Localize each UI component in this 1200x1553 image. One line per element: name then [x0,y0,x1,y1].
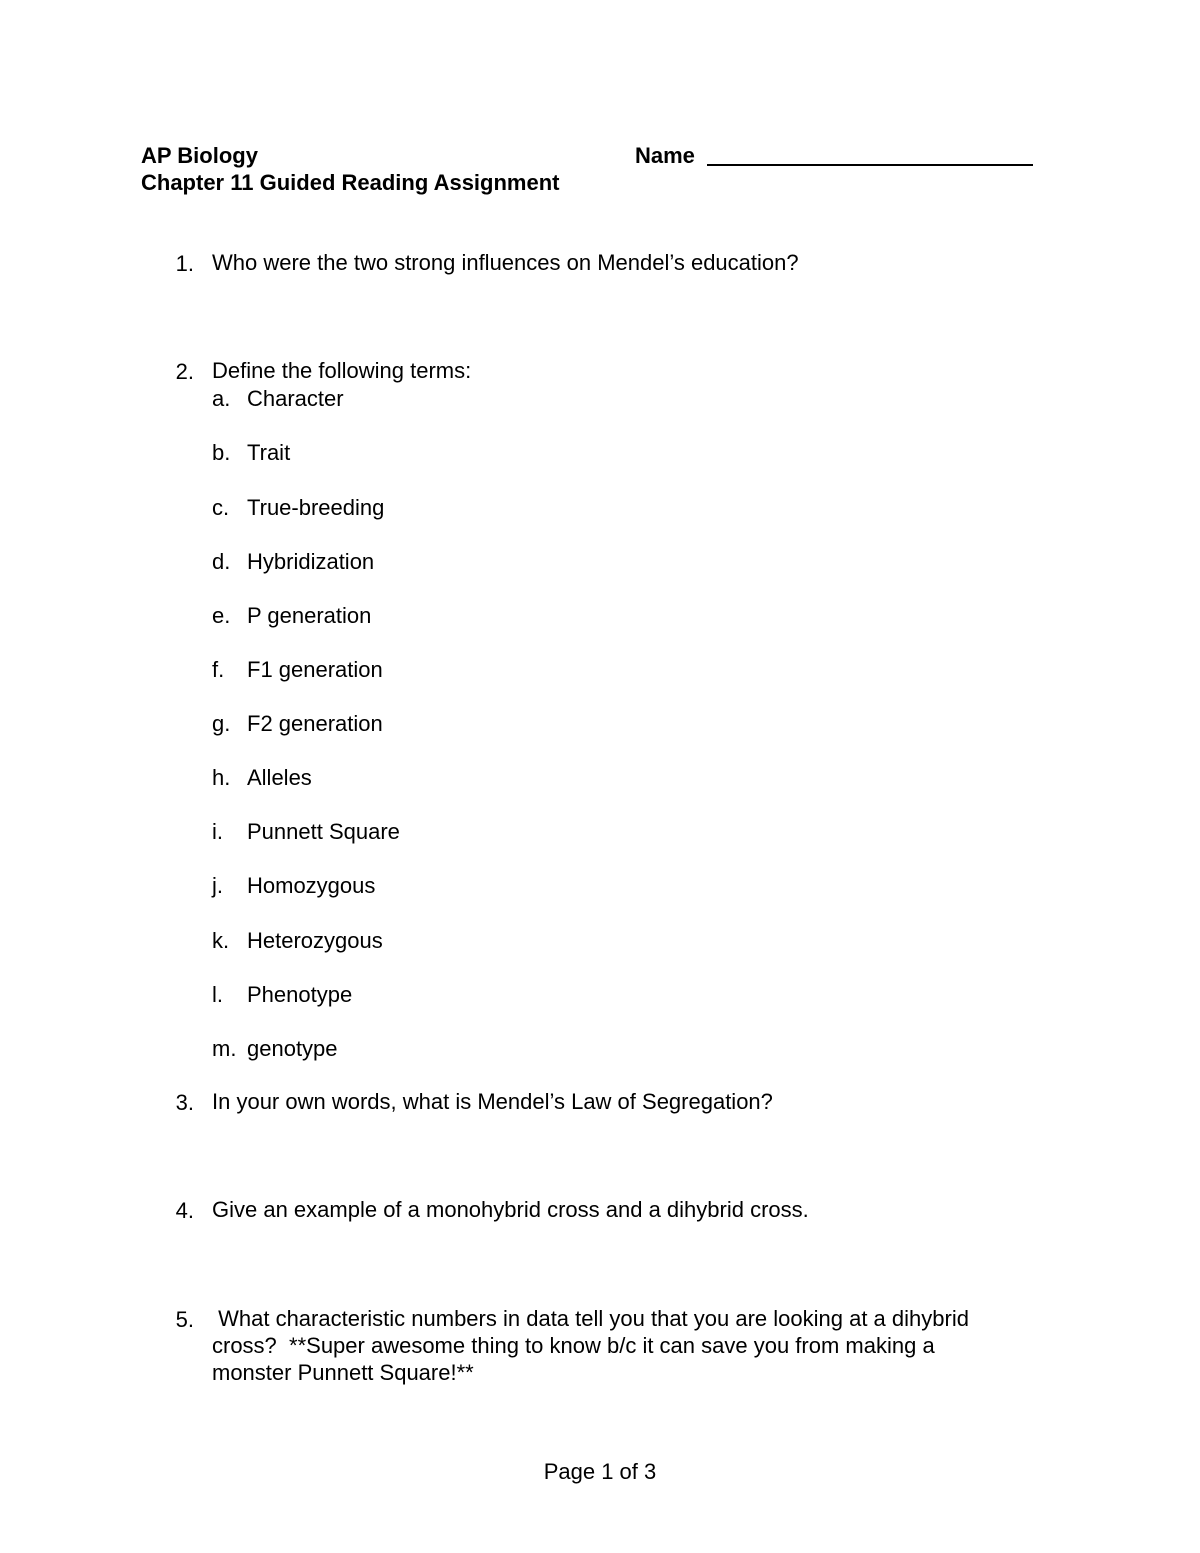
term-letter: m. [212,1036,237,1061]
term-letter: c. [212,495,230,520]
question-number: 5. [175,1307,194,1332]
name-label: Name [635,143,695,168]
term-item: P generation [247,603,372,628]
term-item: Character [247,386,344,411]
term-item: F2 generation [247,711,383,736]
term-item: Hybridization [247,549,375,574]
question-5-line-3: monster Punnett Square!** [212,1360,474,1385]
question-number: 2. [175,359,194,384]
term-item: Trait [247,440,291,465]
term-letter: d. [212,549,231,574]
term-item: Homozygous [247,873,376,898]
question-1-text: Who were the two strong influences on Mendel’s education? [212,250,799,275]
term-item: F1 generation [247,657,383,682]
question-number: 4. [175,1198,194,1223]
name-blank-line [707,164,1033,166]
question-2-text: Define the following terms: [212,358,472,383]
question-number: 1. [175,251,194,276]
term-letter: l. [212,982,223,1007]
term-letter: j. [212,873,223,898]
question-4-text: Give an example of a monohybrid cross and a dihybrid cross. [212,1197,809,1222]
term-letter: i. [212,819,223,844]
course-title: AP Biology [141,143,258,168]
term-item: Alleles [247,765,312,790]
term-item: True-breeding [247,495,385,520]
term-letter: f. [212,657,225,682]
question-5-line-1: What characteristic numbers in data tell you that you are looking at a dihybrid [212,1306,969,1331]
term-letter: k. [212,928,230,953]
term-item: Phenotype [247,982,353,1007]
term-letter: a. [212,386,231,411]
term-letter: b. [212,440,231,465]
page-number: Page 1 of 3 [543,1459,657,1484]
question-number: 3. [175,1090,194,1115]
assignment-title: Chapter 11 Guided Reading Assignment [141,170,560,195]
question-3-text: In your own words, what is Mendel’s Law of Segregation? [212,1089,773,1114]
term-letter: e. [212,603,231,628]
term-item: Heterozygous [247,928,383,953]
term-letter: g. [212,711,231,736]
term-item: genotype [247,1036,338,1061]
question-5-line-2: cross? **Super awesome thing to know b/c it can save you from making a [212,1333,935,1358]
term-item: Punnett Square [247,819,400,844]
term-letter: h. [212,765,231,790]
